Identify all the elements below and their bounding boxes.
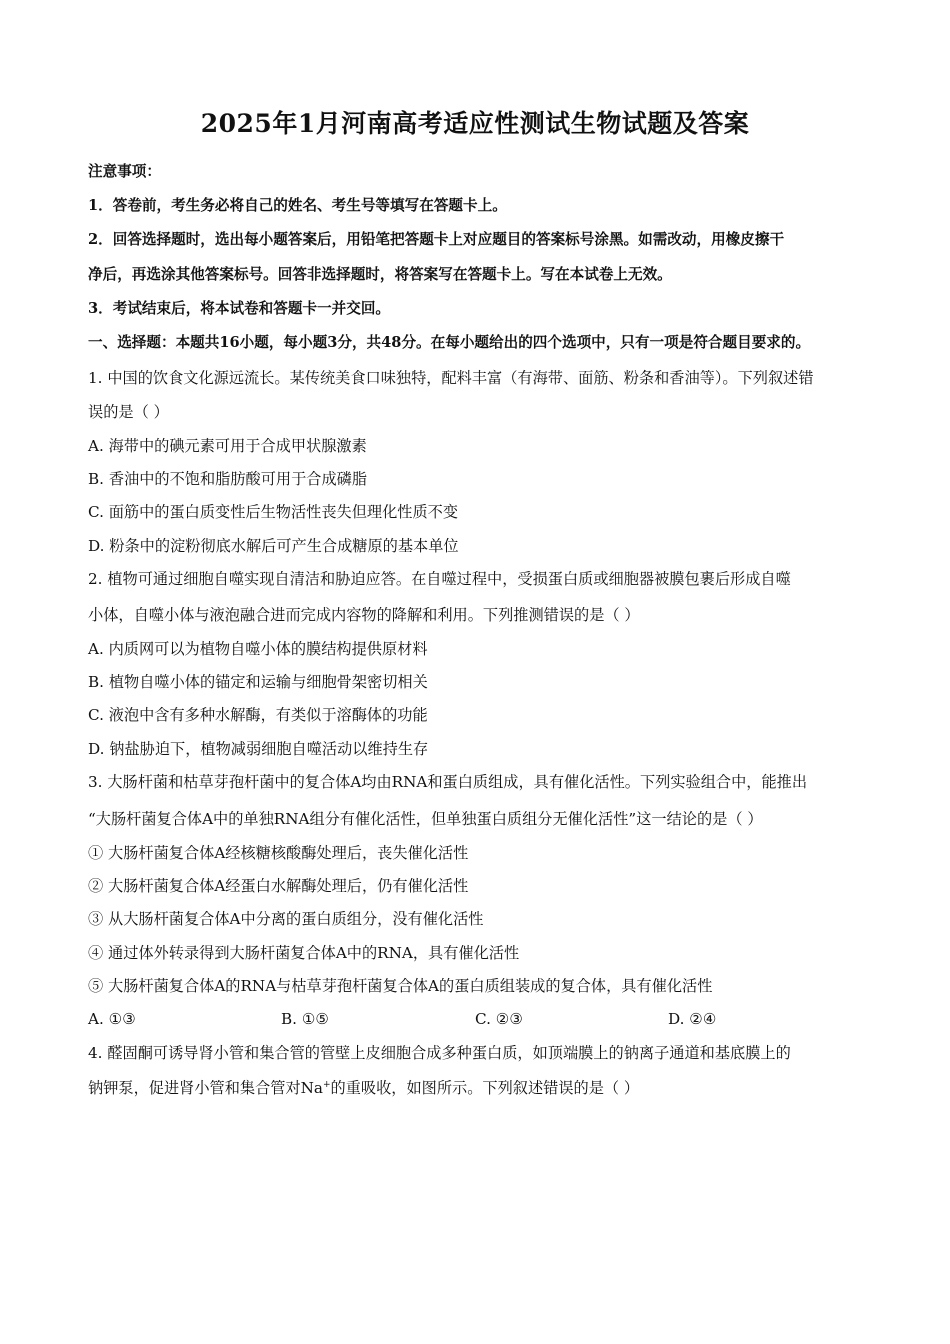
q3-stem-line-2: “大肠杆菌复合体A中的单独RNA组分有催化活性，但单独蛋白质组分无催化活性”这一结论的是（ ） [88,810,763,828]
page-title: 2025年1月河南高考适应性测试生物试题及答案 [200,109,750,138]
q2-stem-line-2: 小体，自噬小体与液泡融合进而完成内容物的降解和利用。下列推测错误的是（ ） [88,606,640,624]
q3-statement-1: ① 大肠杆菌复合体A经核糖核酸酶处理后，丧失催化活性 [88,844,469,862]
q3-statement-4: ④ 通过体外转录得到大肠杆菌复合体A中的RNA，具有催化活性 [88,944,520,962]
q3-statement-2: ② 大肠杆菌复合体A经蛋白水解酶处理后，仍有催化活性 [88,877,469,895]
sodium-charge: + [322,1079,331,1090]
q4-stem-line-1: 4. 醛固酮可诱导肾小管和集合管的管壁上皮细胞合成多种蛋白质，如顶端膜上的钠离子通道和基底膜上的 [88,1044,791,1062]
q1-option-d: D. 粉条中的淀粉彻底水解后可产生合成糖原的基本单位 [88,537,459,555]
q2-option-d: D. 钠盐胁迫下，植物减弱细胞自噬活动以维持生存 [88,740,429,758]
note-3: 3．考试结束后，将本试卷和答题卡一并交回。 [88,300,391,317]
q4-stem-post: 的重吸收，如图所示。下列叙述错误的是（ ） [330,1079,640,1097]
note-2-line-2: 净后，再选涂其他答案标号。回答非选择题时，将答案写在答题卡上。写在本试卷上无效。 [88,266,672,283]
q3-option-a: A. ①③ [88,1010,136,1028]
q3-option-c: C. ②③ [475,1010,523,1028]
q3-stem-line-1: 3. 大肠杆菌和枯草芽孢杆菌中的复合体A均由RNA和蛋白质组成，具有催化活性。下列实验组合中，能推出 [88,773,808,791]
q3-options-row [88,1010,868,1030]
section-heading: 一、选择题：本题共16小题，每小题3分，共48分。在每小题给出的四个选项中，只有一项是符合题目要求的。 [88,334,811,351]
q1-option-a: A. 海带中的碘元素可用于合成甲状腺激素 [88,437,367,455]
q1-option-b: B. 香油中的不饱和脂肪酸可用于合成磷脂 [88,470,368,488]
q3-option-b: B. ①⑤ [281,1010,330,1028]
q1-stem-line-2: 误的是（ ） [88,403,169,421]
q4-stem-pre: 钠钾泵，促进肾小管和集合管对Na [88,1079,323,1097]
notes-heading: 注意事项： [88,163,161,180]
q3-option-d: D. ②④ [668,1010,717,1028]
q3-statement-5: ⑤ 大肠杆菌复合体A的RNA与枯草芽孢杆菌复合体A的蛋白质组装成的复合体，具有催化活性 [88,977,713,995]
q1-option-c: C. 面筋中的蛋白质变性后生物活性丧失但理化性质不变 [88,503,459,521]
q4-stem-line-2 [88,1078,639,1098]
q2-option-b: B. 植物自噬小体的锚定和运输与细胞骨架密切相关 [88,673,428,691]
q1-stem-line-1: 1. 中国的饮食文化源远流长。某传统美食口味独特，配料丰富（有海带、面筋、粉条和香油等）。下列叙述错 [88,369,814,387]
note-1: 1．答卷前，考生务必将自己的姓名、考生号等填写在答题卡上。 [88,197,507,214]
note-2-line-1: 2．回答选择题时，选出每小题答案后，用铅笔把答题卡上对应题目的答案标号涂黑。如需改动，用橡皮擦干 [88,231,785,248]
q3-statement-3: ③ 从大肠杆菌复合体A中分离的蛋白质组分，没有催化活性 [88,910,484,928]
q2-stem-line-1: 2. 植物可通过细胞自噬实现自清洁和胁迫应答。在自噬过程中，受损蛋白质或细胞器被膜包裹后形成自噬 [88,570,791,588]
q2-option-c: C. 液泡中含有多种水解酶，有类似于溶酶体的功能 [88,706,428,724]
q2-option-a: A. 内质网可以为植物自噬小体的膜结构提供原材料 [88,640,428,658]
